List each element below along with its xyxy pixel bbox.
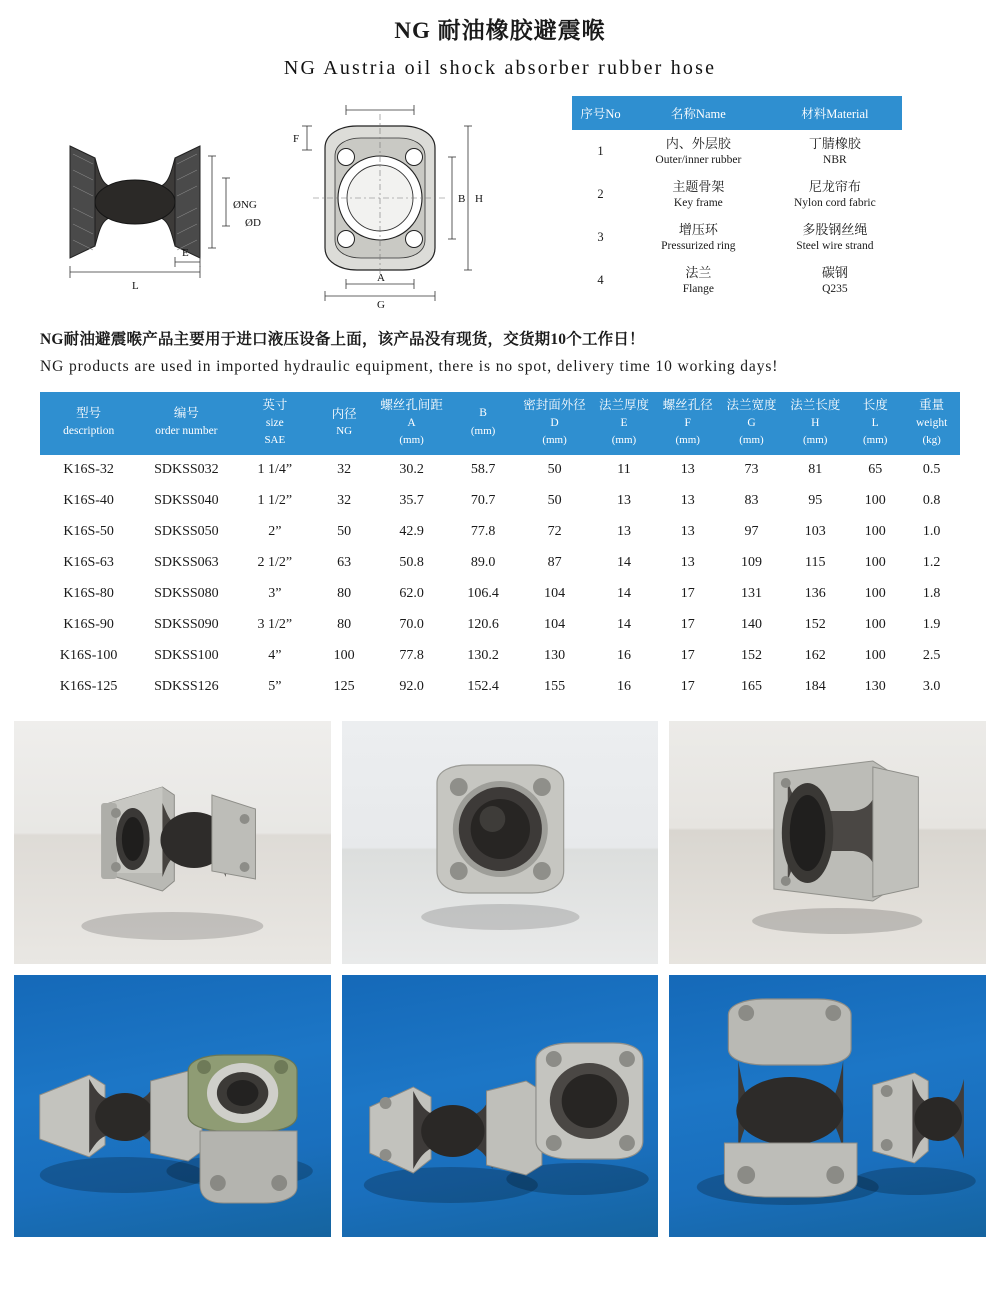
- spec-cell-g: 83: [744, 493, 759, 508]
- material-name: [629, 173, 769, 216]
- spec-cell-size: 5”: [268, 679, 282, 694]
- spec-cell-h: 152: [804, 617, 826, 632]
- spec-cell-inner-diameter: 125: [333, 679, 355, 694]
- photo-3-render: [669, 721, 986, 964]
- spec-cell-order-number: SDKSS100: [154, 648, 219, 663]
- spec-col-size: [235, 392, 314, 455]
- spec-cell-weight: 3.0: [922, 679, 941, 694]
- material-no: 2: [597, 187, 604, 202]
- spec-col-l: [847, 392, 903, 455]
- spec-cell-g: 140: [740, 617, 762, 632]
- table-row: [40, 579, 960, 610]
- spec-cell-weight: 1.2: [922, 555, 941, 570]
- svg-text:F: F: [293, 133, 300, 145]
- spec-cell-e: 16: [616, 648, 631, 663]
- spec-cell-a: 62.0: [399, 586, 424, 601]
- spec-col-order-number: [137, 392, 235, 455]
- material-no: 4: [597, 273, 604, 288]
- spec-col-e: [592, 392, 656, 455]
- spec-cell-inner-diameter: 63: [337, 555, 352, 570]
- spec-cell-h: 81: [808, 462, 823, 477]
- material-name: [629, 216, 769, 259]
- front-view-svg: [285, 96, 520, 311]
- spec-cell-description: K16S-80: [63, 586, 114, 601]
- spec-col-cn: 长度: [862, 398, 888, 412]
- photo-6-render: [669, 975, 986, 1237]
- spec-cell-weight: 0.5: [922, 462, 941, 477]
- material-mat-cn: 尼龙帘布: [808, 179, 861, 195]
- spec-col-en: G: [747, 416, 756, 429]
- material-name-en: Flange: [682, 282, 715, 295]
- spec-cell-order-number: SDKSS063: [154, 555, 219, 570]
- spec-cell-d: 130: [544, 648, 566, 663]
- spec-cell-d: 50: [547, 493, 562, 508]
- spec-cell-d: 104: [544, 617, 566, 632]
- spec-col-unit: NG: [336, 425, 353, 438]
- table-row: [573, 173, 902, 216]
- spec-cell-inner-diameter: 50: [337, 524, 352, 539]
- photo-4-render: [14, 975, 331, 1237]
- spec-cell-e: 13: [616, 524, 631, 539]
- spec-cell-f: 13: [680, 555, 695, 570]
- spec-col-unit: (mm): [611, 434, 637, 446]
- spec-cell-b: 77.8: [470, 524, 496, 539]
- spec-cell-b: 152.4: [467, 679, 499, 694]
- spec-cell-inner-diameter: 32: [337, 462, 352, 477]
- table-row: [40, 672, 960, 703]
- spec-col-en: order number: [155, 425, 218, 437]
- material-name-en: Key frame: [673, 196, 723, 209]
- material-mat-en: Steel wire strand: [796, 239, 874, 252]
- spec-table-wrap: [0, 392, 1000, 703]
- spec-cell-order-number: SDKSS040: [154, 493, 219, 508]
- spec-cell-e: 16: [616, 679, 631, 694]
- table-row: [573, 259, 902, 302]
- material-name: [629, 259, 769, 302]
- spec-col-unit: SAE: [264, 434, 286, 446]
- spec-cell-h: 136: [804, 586, 826, 601]
- spec-cell-l: 100: [864, 648, 886, 663]
- spec-cell-weight: 0.8: [922, 493, 941, 508]
- spec-cell-b: 89.0: [470, 555, 496, 570]
- material-no: 1: [597, 144, 604, 159]
- spec-cell-size: 3”: [268, 586, 282, 601]
- table-row: [40, 610, 960, 641]
- spec-cell-b: 106.4: [467, 586, 499, 601]
- spec-cell-h: 95: [808, 493, 823, 508]
- spec-cell-weight: 1.8: [922, 586, 941, 601]
- spec-cell-e: 14: [616, 555, 631, 570]
- spec-cell-weight: 1.9: [922, 617, 941, 632]
- spec-cell-d: 50: [547, 462, 562, 477]
- spec-col-en: size: [265, 416, 284, 429]
- spec-cell-l: 100: [864, 586, 886, 601]
- spec-cell-d: 87: [547, 555, 562, 570]
- spec-cell-d: 155: [544, 679, 566, 694]
- spec-cell-a: 30.2: [399, 462, 424, 477]
- spec-cell-f: 13: [680, 524, 695, 539]
- note-cn: NG耐油避震喉产品主要用于进口液压设备上面，该产品没有现货，交货期10个工作日！: [40, 331, 645, 348]
- table-row: [40, 486, 960, 517]
- photo-group-blue-2: [342, 975, 659, 1237]
- spec-col-en: description: [63, 425, 115, 437]
- technical-drawing-side-view: [40, 96, 265, 311]
- table-row: [40, 517, 960, 548]
- spec-cell-l: 100: [864, 617, 886, 632]
- spec-cell-g: 131: [740, 586, 762, 601]
- page-title-en: NG Austria oil shock absorber rubber hose: [283, 57, 717, 79]
- spec-col-unit: (mm): [470, 424, 496, 437]
- spec-cell-f: 17: [680, 679, 695, 694]
- spec-cell-h: 184: [804, 679, 826, 694]
- material-col-name: 名称Name: [629, 97, 769, 130]
- spec-cell-f: 13: [680, 462, 695, 477]
- material-no: 3: [597, 230, 604, 245]
- material-material: [768, 173, 901, 216]
- material-mat-en: Nylon cord fabric: [793, 196, 876, 209]
- spec-cell-a: 92.0: [399, 679, 424, 694]
- table-row: [573, 130, 902, 174]
- spec-col-unit: (mm): [542, 434, 567, 446]
- spec-col-en: F: [684, 416, 691, 429]
- spec-cell-b: 58.7: [470, 462, 496, 477]
- spec-cell-description: K16S-32: [63, 462, 114, 477]
- spec-cell-a: 70.0: [399, 617, 424, 632]
- svg-text:ØNG: ØNG: [233, 199, 257, 211]
- material-mat-en: Q235: [822, 282, 848, 295]
- spec-cell-order-number: SDKSS090: [154, 617, 219, 632]
- spec-cell-g: 165: [740, 679, 762, 694]
- photo-row-2: [14, 975, 986, 1237]
- material-name-cn: 增压环: [678, 222, 718, 238]
- material-name: [629, 130, 769, 174]
- spec-cell-f: 17: [680, 586, 695, 601]
- material-mat-cn: 多股钢丝绳: [802, 222, 868, 238]
- notes-block: [0, 327, 1000, 376]
- spec-cell-f: 17: [680, 617, 695, 632]
- photo-5-render: [342, 975, 659, 1237]
- spec-cell-inner-diameter: 100: [333, 648, 355, 663]
- photo-group-blue-1: [14, 975, 331, 1237]
- spec-col-description: [40, 392, 137, 455]
- table-row: [40, 455, 960, 486]
- spec-cell-inner-diameter: 80: [337, 617, 352, 632]
- svg-text:ØD: ØD: [245, 217, 261, 229]
- material-col-material: 材料Material: [768, 97, 901, 130]
- spec-cell-g: 73: [744, 462, 759, 477]
- spec-col-en: D: [550, 416, 559, 429]
- spec-col-en: E: [620, 416, 628, 429]
- spec-cell-a: 50.8: [399, 555, 424, 570]
- spec-cell-e: 14: [616, 617, 631, 632]
- spec-col-cn: 密封面外径: [523, 398, 586, 412]
- material-name-en: Outer/inner rubber: [655, 153, 742, 166]
- spec-col-en: L: [871, 416, 879, 429]
- spec-cell-g: 152: [740, 648, 762, 663]
- spec-col-cn: 内径: [331, 406, 357, 421]
- spec-cell-description: K16S-40: [63, 493, 114, 508]
- material-table-header-row: [573, 97, 902, 130]
- photo-1-render: [14, 721, 331, 964]
- spec-table-body: [40, 455, 960, 703]
- spec-cell-order-number: SDKSS080: [154, 586, 219, 601]
- spec-col-g: [720, 392, 784, 455]
- spec-cell-description: K16S-50: [63, 524, 114, 539]
- svg-text:G: G: [377, 299, 385, 311]
- spec-col-cn: 英寸: [262, 398, 288, 412]
- material-name-en: Pressurized ring: [661, 239, 736, 252]
- spec-col-cn: 型号: [76, 406, 102, 421]
- spec-col-cn: 螺丝孔间距: [380, 398, 443, 412]
- spec-col-cn: 编号: [173, 406, 199, 421]
- spec-cell-d: 104: [544, 586, 566, 601]
- spec-cell-inner-diameter: 80: [337, 586, 352, 601]
- spec-cell-e: 13: [616, 493, 631, 508]
- spec-col-cn: 法兰宽度: [726, 398, 777, 412]
- material-mat-cn: 丁腈橡胶: [808, 136, 861, 151]
- spec-cell-e: 14: [616, 586, 631, 601]
- spec-cell-a: 35.7: [399, 493, 424, 508]
- photo-2-render: [342, 721, 659, 964]
- spec-col-unit: (mm): [862, 434, 888, 446]
- side-view-svg: [40, 96, 265, 311]
- material-name-cn: 内、外层胶: [665, 136, 731, 151]
- spec-col-cn: 重量: [919, 398, 945, 412]
- spec-cell-l: 100: [864, 555, 886, 570]
- spec-cell-f: 17: [680, 648, 695, 663]
- spec-cell-b: 120.6: [467, 617, 499, 632]
- spec-cell-size: 1 1/2”: [257, 493, 293, 508]
- spec-cell-f: 13: [680, 493, 695, 508]
- spec-col-f: [656, 392, 720, 455]
- spec-cell-l: 100: [864, 493, 886, 508]
- spec-col-en: B: [479, 407, 487, 420]
- spec-cell-b: 70.7: [470, 493, 496, 508]
- spec-cell-l: 130: [864, 679, 886, 694]
- spec-col-d: [517, 392, 592, 455]
- spec-table: [40, 392, 960, 703]
- spec-cell-a: 77.8: [399, 648, 424, 663]
- material-material: [768, 130, 901, 174]
- spec-cell-size: 4”: [268, 648, 282, 663]
- svg-text:L: L: [132, 280, 139, 292]
- material-mat-cn: 碳钢: [821, 265, 848, 281]
- spec-col-en: H: [811, 416, 820, 429]
- spec-cell-size: 2 1/2”: [257, 555, 293, 570]
- spec-cell-size: 3 1/2”: [257, 617, 293, 632]
- spec-cell-description: K16S-125: [59, 679, 118, 694]
- table-row: [40, 641, 960, 672]
- svg-text:A: A: [377, 272, 385, 284]
- spec-cell-description: K16S-63: [63, 555, 114, 570]
- spec-cell-l: 100: [864, 524, 886, 539]
- spec-col-a: [374, 392, 449, 455]
- page-title-cn: NG 耐油橡胶避震喉: [394, 18, 606, 43]
- material-material: [768, 259, 901, 302]
- spec-cell-description: K16S-100: [59, 648, 118, 663]
- photo-single-joint-angle: [14, 721, 331, 964]
- spec-col-unit: (kg): [922, 434, 941, 446]
- photo-row-1: [14, 721, 986, 964]
- spec-col-cn: 法兰厚度: [598, 398, 649, 412]
- material-name-cn: 主题骨架: [672, 179, 725, 195]
- spec-cell-description: K16S-90: [63, 617, 114, 632]
- spec-col-unit: (mm): [802, 434, 828, 446]
- spec-col-inner-diameter: [314, 392, 374, 455]
- spec-cell-order-number: SDKSS050: [154, 524, 219, 539]
- note-en: NG products are used in imported hydraulic equipment, there is no spot, delivery time 10 working days!: [40, 358, 779, 375]
- spec-cell-a: 42.9: [399, 524, 424, 539]
- spec-col-unit: (mm): [399, 434, 424, 446]
- spec-col-en: weight: [915, 416, 948, 429]
- spec-cell-size: 2”: [268, 524, 282, 539]
- spec-col-h: [783, 392, 847, 455]
- top-section: [0, 96, 1000, 311]
- spec-cell-g: 97: [744, 524, 759, 539]
- spec-cell-inner-diameter: 32: [337, 493, 352, 508]
- spec-col-cn: 法兰长度: [790, 398, 841, 412]
- spec-col-unit: (mm): [675, 434, 700, 446]
- spec-cell-l: 65: [868, 462, 883, 477]
- table-row: [40, 548, 960, 579]
- spec-col-b: [449, 392, 517, 455]
- spec-cell-weight: 1.0: [922, 524, 941, 539]
- spec-col-weight: [903, 392, 960, 455]
- spec-cell-order-number: SDKSS032: [154, 462, 219, 477]
- table-row: [573, 216, 902, 259]
- spec-cell-g: 109: [740, 555, 762, 570]
- photo-group-blue-3: [669, 975, 986, 1237]
- spec-col-en: A: [407, 416, 416, 429]
- spec-cell-e: 11: [617, 462, 631, 477]
- material-table: [572, 96, 902, 302]
- spec-cell-b: 130.2: [467, 648, 499, 663]
- svg-text:B: B: [458, 193, 466, 205]
- spec-cell-order-number: SDKSS126: [154, 679, 219, 694]
- svg-text:E: E: [182, 247, 189, 259]
- spec-cell-weight: 2.5: [922, 648, 941, 663]
- material-material: [768, 216, 901, 259]
- spec-cell-h: 103: [804, 524, 826, 539]
- material-name-cn: 法兰: [685, 265, 712, 281]
- spec-header-row: [40, 392, 960, 455]
- spec-cell-h: 115: [804, 555, 826, 570]
- spec-cell-d: 72: [547, 524, 562, 539]
- svg-text:H: H: [475, 193, 483, 205]
- material-mat-en: NBR: [823, 153, 847, 166]
- spec-col-cn: 螺丝孔径: [662, 398, 713, 412]
- spec-col-unit: (mm): [739, 434, 764, 446]
- photo-single-joint-front: [342, 721, 659, 964]
- spec-cell-size: 1 1/4”: [257, 462, 293, 477]
- material-col-no: 序号No: [573, 97, 629, 130]
- technical-drawing-front-view: [285, 96, 520, 311]
- spec-cell-h: 162: [804, 648, 826, 663]
- photo-single-joint-side: [669, 721, 986, 964]
- photo-gallery: [0, 721, 1000, 1237]
